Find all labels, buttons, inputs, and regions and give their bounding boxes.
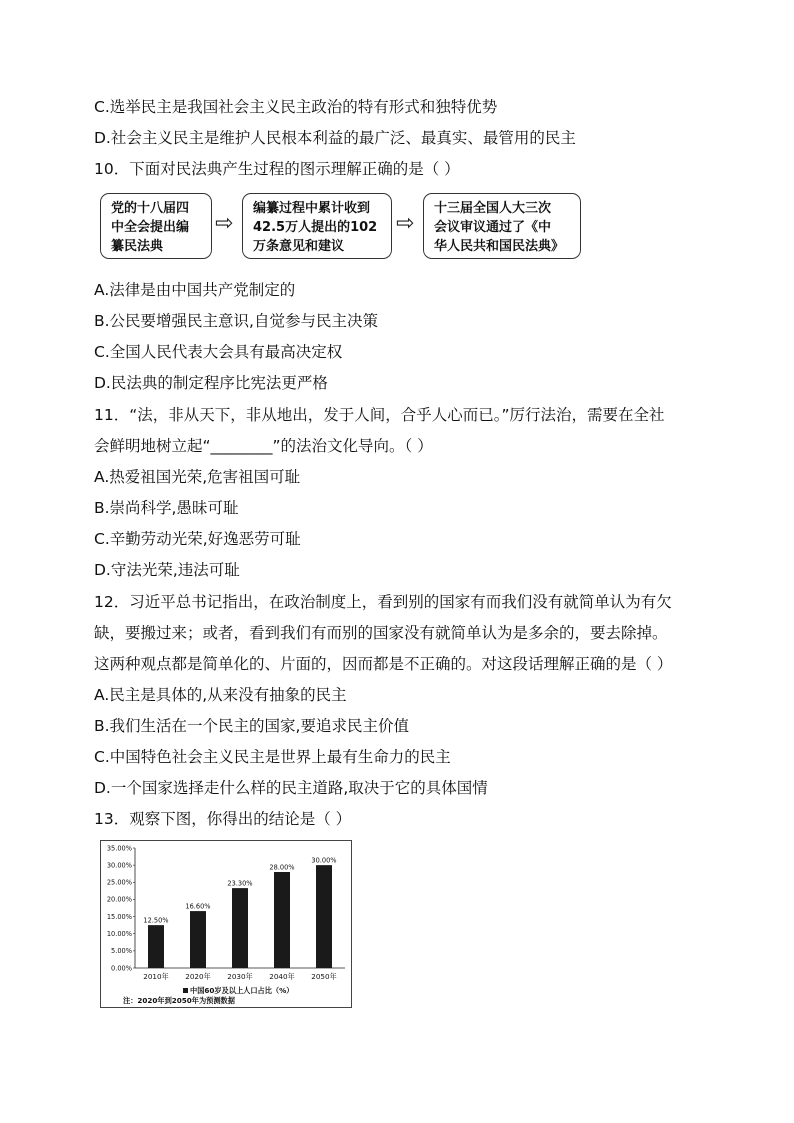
x-tick-label: 2040年 [269,972,295,981]
chart-note: 注：2020年到2050年为预测数据 [123,996,235,1005]
data-label: 30.00% [311,856,337,865]
y-tick-label: 5.00% [111,947,132,956]
option-9c: C.选举民主是我国社会主义民主政治的特有形式和独特优势 [94,98,498,116]
question-11-line-2: 会鲜明地树立起“________”的法治文化导向。（ ） [94,437,433,455]
y-tick-label: 10.00% [106,930,132,939]
legend-label: 中国60岁及以上人口占比（%） [190,986,294,995]
y-tick-label: 15.00% [106,912,132,921]
option-11d: D.守法光荣,违法可耻 [94,561,240,579]
bar [148,925,164,968]
question-12-line-2: 缺，要搬过来；或者，看到我们有而别的国家没有就简单认为是多余的，要去除掉。 [94,624,668,642]
y-tick-label: 0.00% [111,964,132,973]
option-10b: B.公民要增强民主意识,自觉参与民主决策 [94,312,378,330]
bar-chart [101,841,351,1007]
option-12a: A.民主是具体的,从来没有抽象的民主 [94,686,347,704]
flow-box-3: 十三届全国人大三次 会议审议通过了《中 华人民共和国民法典》 [423,193,581,259]
x-tick-label: 2030年 [227,972,253,981]
flow-box-1: 党的十八届四 中全会提出编 纂民法典 [100,193,212,259]
data-label: 16.60% [185,902,211,911]
flow-arrow-icon: ⇨ [396,211,415,236]
data-label: 28.00% [269,863,295,872]
data-label: 12.50% [143,916,169,925]
bar [274,872,290,968]
x-tick-label: 2050年 [311,972,337,981]
option-12c: C.中国特色社会主义民主是世界上最有生命力的民主 [94,748,451,766]
bar [232,888,248,968]
flow-box-2: 编纂过程中累计收到 42.5万人提出的102 万条意见和建议 [242,193,392,259]
option-10d: D.民法典的制定程序比宪法更严格 [94,374,328,392]
option-12b: B.我们生活在一个民主的国家,要追求民主价值 [94,717,409,735]
option-9d: D.社会主义民主是维护人民根本利益的最广泛、最真实、最管用的民主 [94,129,576,147]
y-tick-label: 25.00% [106,878,132,887]
option-11a: A.热爱祖国光荣,危害祖国可耻 [94,468,301,486]
option-11b: B.崇尚科学,愚昧可耻 [94,499,239,517]
question-12-line-3: 这两种观点都是简单化的、片面的，因而都是不正确的。对这段话理解正确的是（ ） [94,655,673,673]
question-13: 13．观察下图，你得出的结论是（ ） [94,810,352,828]
bar [316,865,332,968]
question-11-line-1: 11．“法，非从天下，非从地出，发于人间，合乎人心而已。”厉行法治，需要在全社 [94,406,665,424]
question-10: 10．下面对民法典产生过程的图示理解正确的是（ ） [94,160,460,178]
question-12-line-1: 12．习近平总书记指出，在政治制度上，看到别的国家有而我们没有就简单认为有欠 [94,593,672,611]
option-11c: C.辛勤劳动光荣,好逸恶劳可耻 [94,530,301,548]
option-12d: D.一个国家选择走什么样的民主道路,取决于它的具体国情 [94,779,488,797]
legend-swatch [183,988,188,993]
x-tick-label: 2010年 [143,972,169,981]
data-label: 23.30% [227,879,253,888]
population-chart [100,840,352,1008]
y-tick-label: 30.00% [106,861,132,870]
option-10a: A.法律是由中国共产党制定的 [94,281,296,299]
option-10c: C.全国人民代表大会具有最高决定权 [94,343,343,361]
y-tick-label: 20.00% [106,895,132,904]
y-tick-label: 35.00% [106,844,132,853]
x-tick-label: 2020年 [185,972,211,981]
bar [190,911,206,968]
flow-arrow-icon: ⇨ [215,211,234,236]
